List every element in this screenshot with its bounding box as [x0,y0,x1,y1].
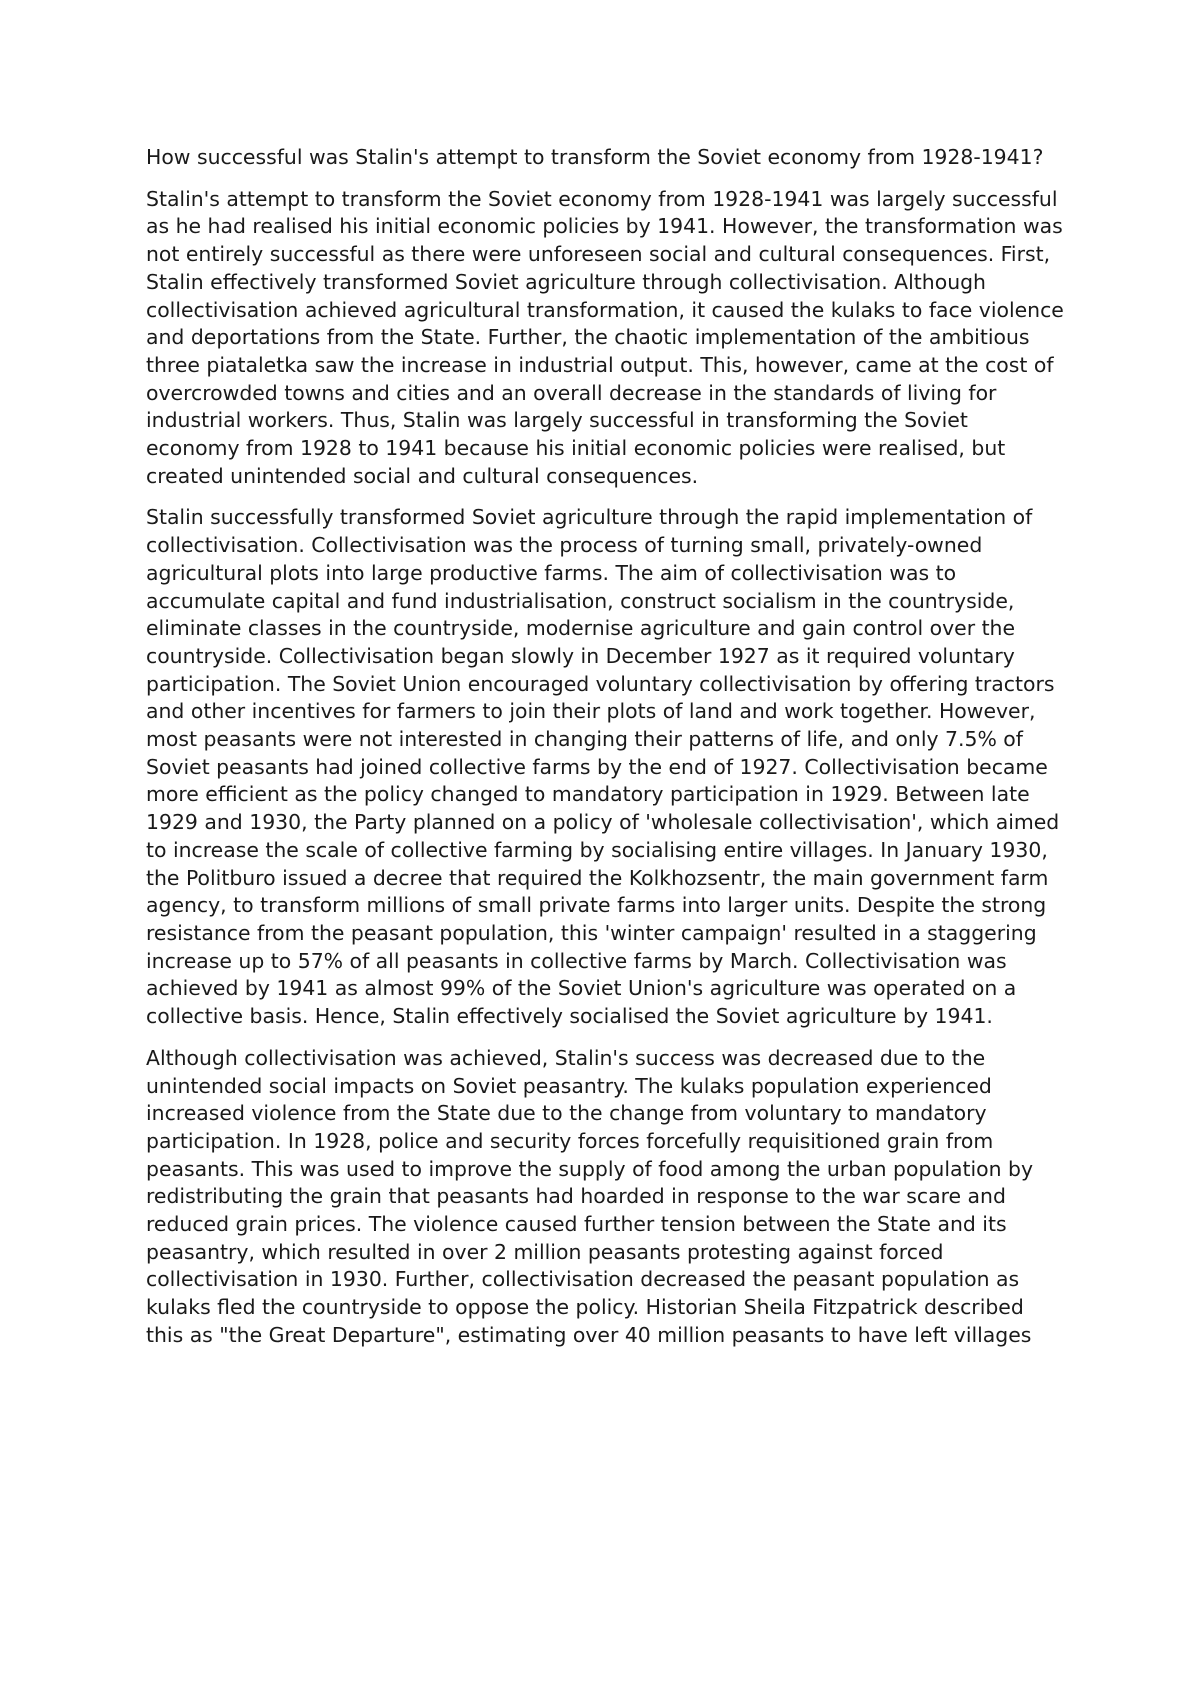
document-body [146,144,1066,1364]
essay-question: How successful was Stalin's attempt to transform the Soviet economy from 1928-1941? [146,145,1044,169]
paragraph-social-impacts: Although collectivisation was achieved, Stalin's success was decreased due to the unintended social impacts on Soviet peasantry. The kulaks population experienced increased violence from the State due to the change from voluntary to mandatory participation. In 1928, police and security forces forcefully requisitioned grain from peasants. This was used to improve the supply of food among the urban population by redistributing the grain that peasants had hoarded in response to the war scare and reduced grain prices. The violence caused further tension between the State and its peasantry, which resulted in over 2 million peasants protesting against forced collectivisation in 1930. Further, collectivisation decreased the peasant population as kulaks fled the countryside to oppose the policy. Historian Sheila Fitzpatrick described this as "the Great Departure", estimating over 40 million peasants to have left villages [146,1045,1034,1347]
paragraph-introduction: Stalin's attempt to transform the Soviet economy from 1928-1941 was largely successful as he had realised his initial economic policies by 1941. However, the transformation was not entirely successful as there were unforeseen social and cultural consequences. First, Stalin effectively transformed Soviet agriculture through collectivisation. Although collectivisation achieved agricultural transformation, it caused the kulaks to face violence and deportations from the State. Further, the chaotic implementation of the ambitious three piataletka saw the increase in industrial output. This, however, came at the cost of overcrowded towns and cities and an overall decrease in the standards of living for industrial workers. Thus, Stalin was largely successful in transforming the Soviet economy from 1928 to 1941 because his initial economic policies were realised, but created unintended social and cultural consequences. [146,186,1064,488]
paragraph-collectivisation: Stalin successfully transformed Soviet agriculture through the rapid implementation of collectivisation. Collectivisation was the process of turning small, privately-owned agricultural plots into large productive farms. The aim of collectivisation was to accumulate capital and fund industrialisation, construct socialism in the countryside, eliminate classes in the countryside, modernise agriculture and gain control over the countryside. Collectivisation began slowly in December 1927 as it required voluntary participation. The Soviet Union encouraged voluntary collectivisation by offering tractors and other incentives for farmers to join their plots of land and work together. However, most peasants were not interested in changing their patterns of life, and only 7.5% of Soviet peasants had joined collective farms by the end of 1927. Collectivisation became more efficient as the policy changed to mandatory participation in 1929. Between late 1929 and 1930, the Party planned on a policy of 'wholesale collectivisation', which aimed to increase the scale of collective farming by socialising entire villages. In January 1930, the Politburo issued a decree that required the Kolkhozsentr, the main government farm agency, to transform millions of small private farms into larger units. Despite the strong resistance from the peasant population, this 'winter campaign' resulted in a staggering increase up to 57% of all peasants in collective farms by March. Collectivisation was achieved by 1941 as almost 99% of the Soviet Union's agriculture was operated on a collective basis. Hence, Stalin effectively socialised the Soviet agriculture by 1941. [146,505,1060,1029]
